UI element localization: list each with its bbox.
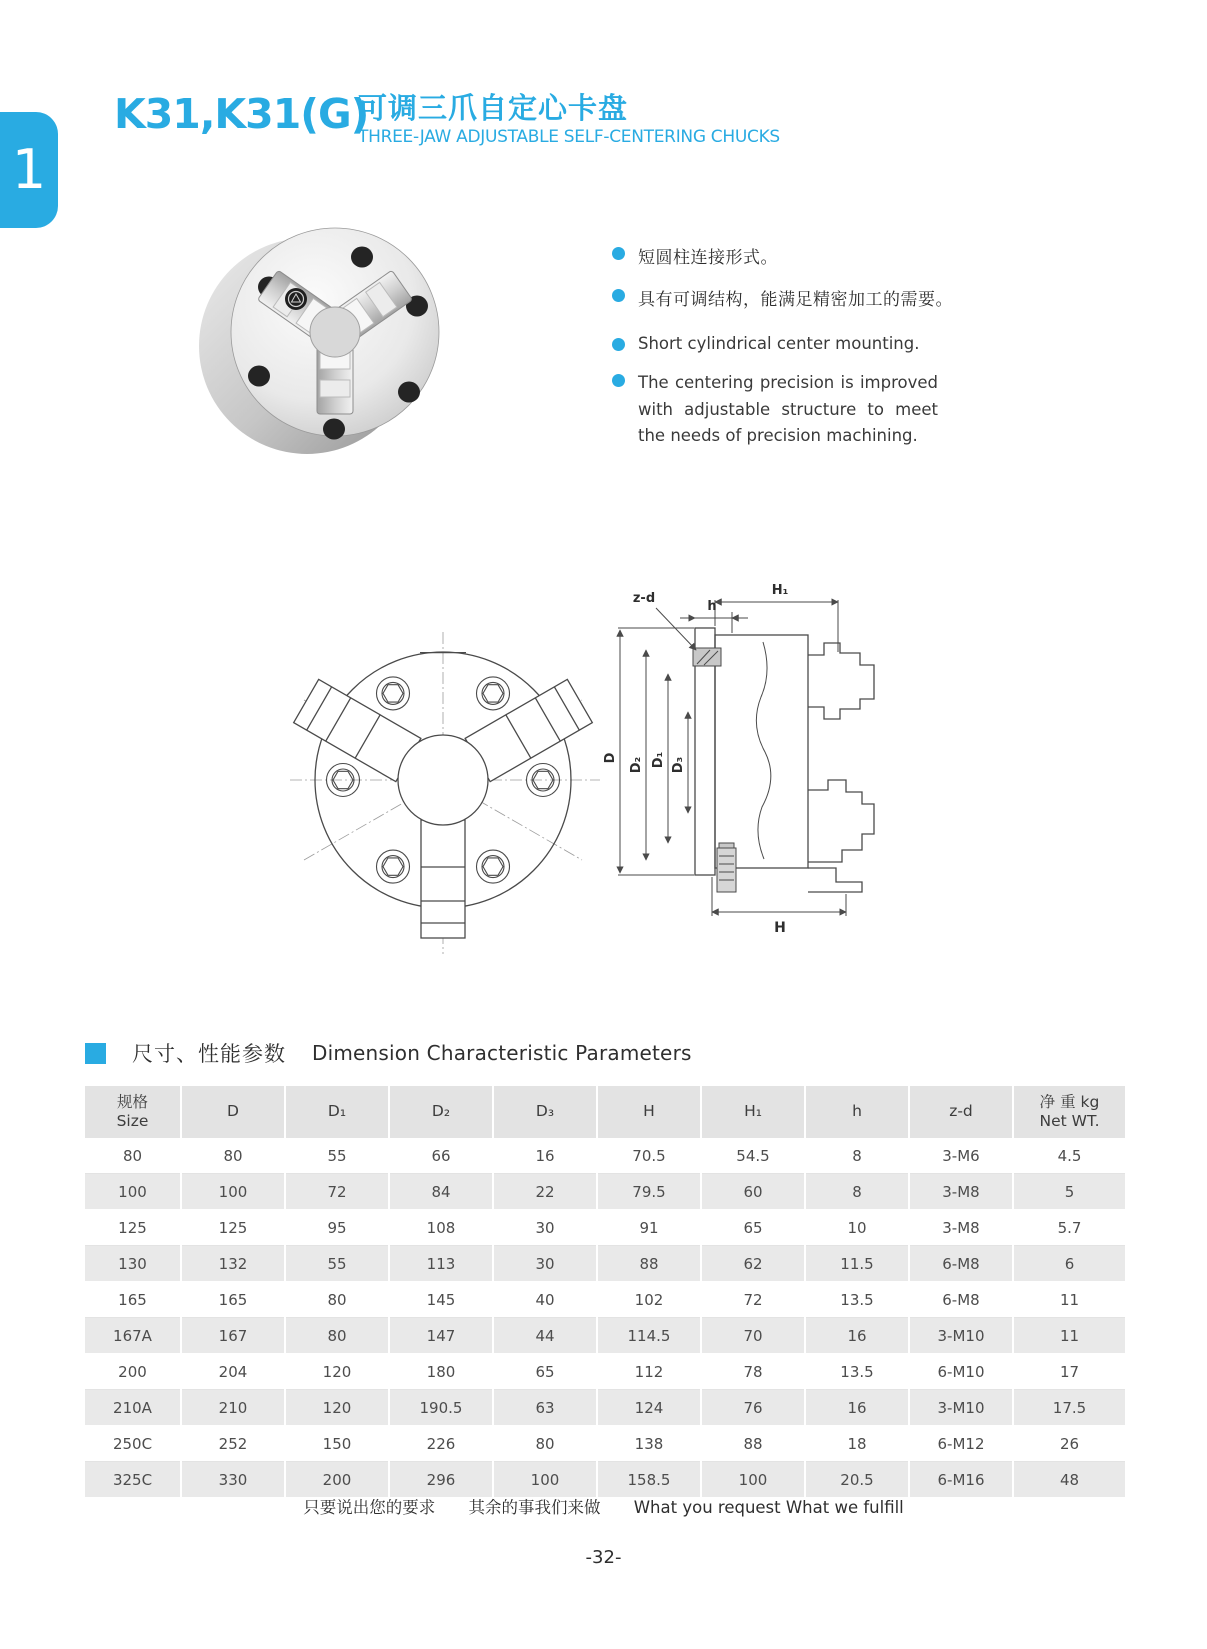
table-cell: 6-M8: [909, 1282, 1013, 1318]
table-cell: 120: [285, 1390, 389, 1426]
product-title-zh: 可调三爪自定心卡盘: [358, 91, 629, 125]
table-row: [85, 1174, 1125, 1210]
feature-item: [612, 285, 1032, 310]
table-cell: 167A: [85, 1318, 181, 1354]
table-cell: 190.5: [389, 1390, 493, 1426]
table-row: [85, 1426, 1125, 1462]
section-title-en: Dimension Characteristic Parameters: [312, 1041, 692, 1065]
column-header: H: [597, 1086, 701, 1138]
table-cell: 147: [389, 1318, 493, 1354]
table-row: [85, 1390, 1125, 1426]
bullet-icon: [612, 247, 625, 260]
table-cell: 6: [1013, 1246, 1125, 1282]
dim-label-d2: D₂: [629, 756, 644, 774]
footer-slogan: [0, 1494, 1207, 1518]
table-row: [85, 1462, 1125, 1498]
column-header: H₁: [701, 1086, 805, 1138]
table-cell: 3-M6: [909, 1138, 1013, 1174]
slogan-en: What you request What we fulfill: [633, 1498, 904, 1517]
table-cell: 167: [181, 1318, 285, 1354]
product-model: K31,K31(G): [114, 90, 369, 138]
table-row: [85, 1246, 1125, 1282]
feature-list: [612, 243, 1032, 467]
table-cell: 11.5: [805, 1246, 909, 1282]
table-cell: 79.5: [597, 1174, 701, 1210]
table-cell: 150: [285, 1426, 389, 1462]
table-cell: 13.5: [805, 1354, 909, 1390]
chapter-number: 1: [11, 138, 47, 201]
dimension-table: [85, 1086, 1125, 1498]
table-cell: 76: [701, 1390, 805, 1426]
table-cell: 66: [389, 1138, 493, 1174]
table-cell: 296: [389, 1462, 493, 1498]
column-header: 规格 Size: [85, 1086, 181, 1138]
slogan-zh-1: 只要说出您的要求: [303, 1498, 436, 1517]
table-cell: 95: [285, 1210, 389, 1246]
table-cell: 80: [493, 1426, 597, 1462]
table-cell: 80: [85, 1138, 181, 1174]
table-cell: 88: [597, 1246, 701, 1282]
table-cell: 114.5: [597, 1318, 701, 1354]
table-cell: 72: [285, 1174, 389, 1210]
section-marker-icon: [85, 1043, 106, 1064]
feature-text: 具有可调结构，能满足精密加工的需要。: [638, 290, 953, 310]
table-cell: 113: [389, 1246, 493, 1282]
table-cell: 226: [389, 1426, 493, 1462]
table-cell: 5: [1013, 1174, 1125, 1210]
section-view-drawing: [598, 560, 900, 938]
table-cell: 200: [285, 1462, 389, 1498]
slogan-zh-2: 其余的事我们来做: [468, 1498, 601, 1517]
table-cell: 8: [805, 1138, 909, 1174]
table-cell: 17: [1013, 1354, 1125, 1390]
table-cell: 210A: [85, 1390, 181, 1426]
dim-label-d1: D₁: [651, 751, 666, 769]
column-header: h: [805, 1086, 909, 1138]
table-cell: 63: [493, 1390, 597, 1426]
table-cell: 165: [85, 1282, 181, 1318]
table-cell: 6-M8: [909, 1246, 1013, 1282]
column-header: 净 重 kg Net WT.: [1013, 1086, 1125, 1138]
table-cell: 80: [285, 1318, 389, 1354]
table-cell: 40: [493, 1282, 597, 1318]
table-cell: 325C: [85, 1462, 181, 1498]
table-cell: 330: [181, 1462, 285, 1498]
table-cell: 252: [181, 1426, 285, 1462]
table-cell: 11: [1013, 1282, 1125, 1318]
table-cell: 17.5: [1013, 1390, 1125, 1426]
table-cell: 6-M10: [909, 1354, 1013, 1390]
feature-text: Short cylindrical center mounting.: [638, 334, 920, 353]
bullet-icon: [612, 374, 625, 387]
dim-label-H: H: [774, 920, 786, 936]
table-cell: 112: [597, 1354, 701, 1390]
table-cell: 16: [493, 1138, 597, 1174]
product-subtitle-en: THREE-JAW ADJUSTABLE SELF-CENTERING CHUCKS: [358, 127, 780, 147]
table-cell: 158.5: [597, 1462, 701, 1498]
table-cell: 4.5: [1013, 1138, 1125, 1174]
table-cell: 5.7: [1013, 1210, 1125, 1246]
table-cell: 11: [1013, 1318, 1125, 1354]
brand-logo: [285, 288, 307, 310]
table-cell: 16: [805, 1390, 909, 1426]
table-cell: 30: [493, 1246, 597, 1282]
table-cell: 108: [389, 1210, 493, 1246]
column-header: D₁: [285, 1086, 389, 1138]
table-cell: 60: [701, 1174, 805, 1210]
column-header: D₂: [389, 1086, 493, 1138]
feature-item: [612, 243, 1032, 268]
table-cell: 62: [701, 1246, 805, 1282]
table-cell: 26: [1013, 1426, 1125, 1462]
section-title-zh: 尺寸、性能参数: [132, 1042, 286, 1066]
table-cell: 55: [285, 1138, 389, 1174]
table-cell: 250C: [85, 1426, 181, 1462]
table-cell: 55: [285, 1246, 389, 1282]
table-cell: 102: [597, 1282, 701, 1318]
table-cell: 125: [85, 1210, 181, 1246]
column-header: D: [181, 1086, 285, 1138]
table-cell: 22: [493, 1174, 597, 1210]
column-header: D₃: [493, 1086, 597, 1138]
table-cell: 132: [181, 1246, 285, 1282]
product-photo: [195, 216, 447, 462]
table-cell: 80: [285, 1282, 389, 1318]
table-row: [85, 1318, 1125, 1354]
table-cell: 125: [181, 1210, 285, 1246]
table-cell: 120: [285, 1354, 389, 1390]
table-cell: 210: [181, 1390, 285, 1426]
page-number: -32-: [585, 1547, 622, 1568]
table-cell: 138: [597, 1426, 701, 1462]
feature-item: [612, 370, 1032, 450]
table-cell: 16: [805, 1318, 909, 1354]
table-cell: 88: [701, 1426, 805, 1462]
table-cell: 145: [389, 1282, 493, 1318]
table-cell: 3-M10: [909, 1318, 1013, 1354]
table-row: [85, 1210, 1125, 1246]
table-cell: 54.5: [701, 1138, 805, 1174]
table-cell: 200: [85, 1354, 181, 1390]
table-cell: 100: [493, 1462, 597, 1498]
table-cell: 48: [1013, 1462, 1125, 1498]
dim-label-h: h: [707, 599, 717, 614]
table-row: [85, 1282, 1125, 1318]
dim-label-d3: D₃: [671, 756, 686, 774]
feature-text: The centering precision is improved with adjustable structure to meet the needs of precision machining.: [638, 373, 938, 446]
table-cell: 6-M12: [909, 1426, 1013, 1462]
table-cell: 20.5: [805, 1462, 909, 1498]
column-header: z-d: [909, 1086, 1013, 1138]
section-title: [85, 1038, 692, 1068]
dim-label-zd: z-d: [632, 591, 656, 606]
table-body: [85, 1138, 1125, 1498]
table-cell: 100: [181, 1174, 285, 1210]
table-cell: 10: [805, 1210, 909, 1246]
table-row: [85, 1354, 1125, 1390]
table-cell: 3-M8: [909, 1174, 1013, 1210]
table-cell: 70: [701, 1318, 805, 1354]
table-cell: 124: [597, 1390, 701, 1426]
table-cell: 72: [701, 1282, 805, 1318]
feature-text: 短圆柱连接形式。: [638, 248, 778, 268]
table-cell: 100: [85, 1174, 181, 1210]
dim-label-d: D: [603, 752, 618, 764]
table-cell: 91: [597, 1210, 701, 1246]
table-cell: 80: [181, 1138, 285, 1174]
table-cell: 30: [493, 1210, 597, 1246]
table-cell: 130: [85, 1246, 181, 1282]
table-cell: 18: [805, 1426, 909, 1462]
dim-label-h1: H₁: [771, 583, 789, 598]
table-cell: 65: [701, 1210, 805, 1246]
table-cell: 78: [701, 1354, 805, 1390]
table-cell: 204: [181, 1354, 285, 1390]
table-cell: 3-M10: [909, 1390, 1013, 1426]
bullet-icon: [612, 338, 625, 351]
table-cell: 180: [389, 1354, 493, 1390]
chuck-center: [310, 307, 360, 357]
table-cell: 165: [181, 1282, 285, 1318]
table-row: [85, 1138, 1125, 1174]
table-cell: 65: [493, 1354, 597, 1390]
table-cell: 13.5: [805, 1282, 909, 1318]
table-cell: 70.5: [597, 1138, 701, 1174]
bullet-icon: [612, 289, 625, 302]
table-cell: 44: [493, 1318, 597, 1354]
table-header-row: [85, 1086, 1125, 1138]
feature-item: [612, 334, 1032, 353]
table-cell: 6-M16: [909, 1462, 1013, 1498]
table-cell: 100: [701, 1462, 805, 1498]
chapter-tab: [0, 112, 58, 228]
table-cell: 8: [805, 1174, 909, 1210]
table-cell: 3-M8: [909, 1210, 1013, 1246]
table-cell: 84: [389, 1174, 493, 1210]
front-view-drawing: [268, 610, 620, 958]
